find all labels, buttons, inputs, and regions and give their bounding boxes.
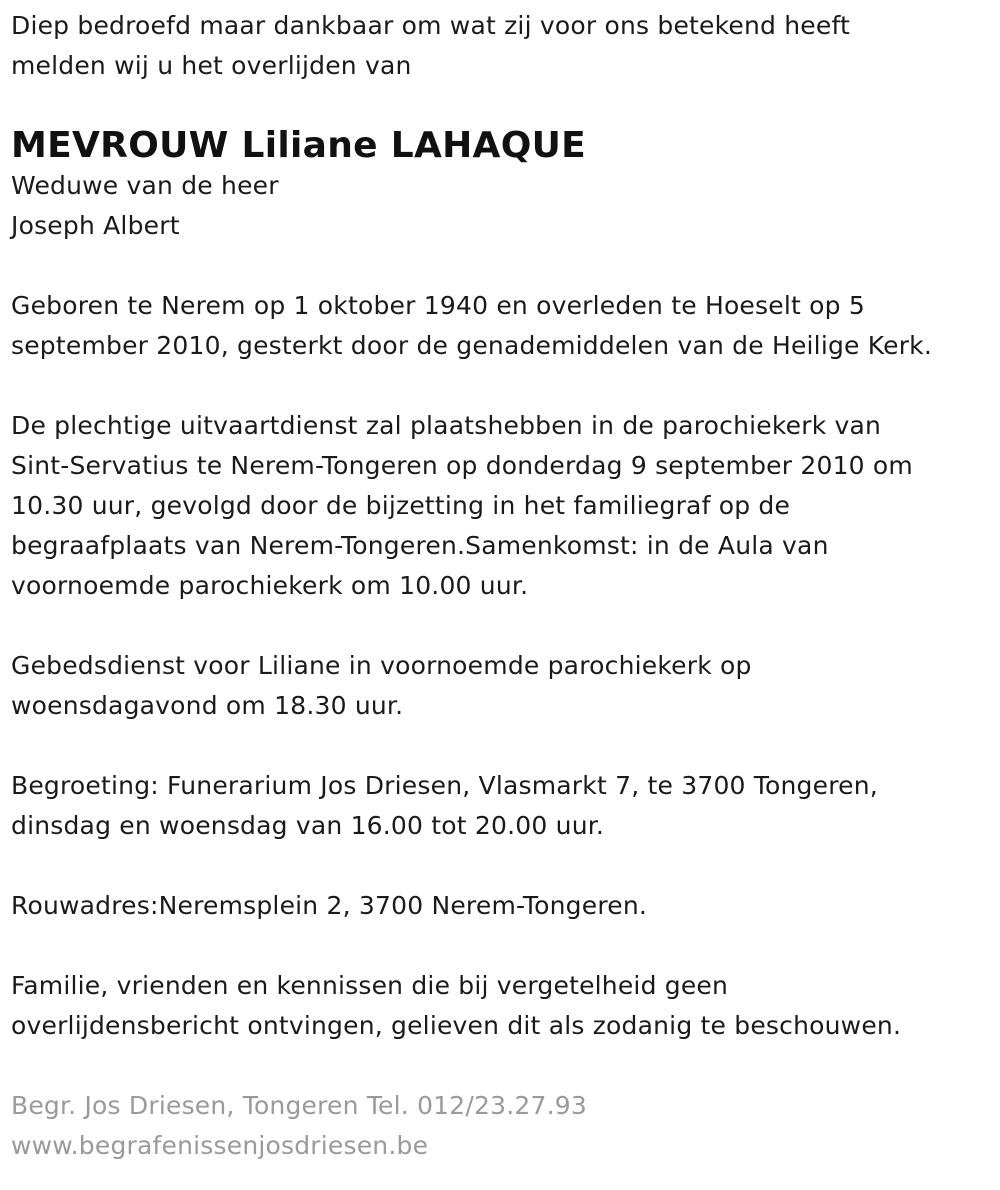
mourning-address-line: Rouwadres:Neremsplein 2, 3700 Nerem-Tongeren.	[11, 891, 648, 920]
birth-death-line: september 2010, gesterkt door de genademiddelen van de Heilige Kerk.	[11, 331, 932, 360]
visitation-line: dinsdag en woensdag van 16.00 tot 20.00 uur.	[11, 811, 605, 840]
intro-line: melden wij u het overlijden van	[11, 51, 412, 80]
funeral-home-website[interactable]: www.begrafenissenjosdriesen.be	[11, 1131, 429, 1160]
birth-death-paragraph	[11, 286, 991, 366]
relation-line: Weduwe van de heer	[11, 171, 279, 200]
deceased-name: MEVROUW Liliane LAHAQUE	[11, 125, 587, 166]
prayer-service-paragraph	[11, 646, 991, 726]
funeral-paragraph	[11, 406, 991, 606]
intro-paragraph	[11, 6, 991, 86]
spacer	[11, 846, 991, 886]
mourning-address-paragraph	[11, 886, 991, 926]
visitation-paragraph	[11, 766, 991, 846]
funeral-line: 10.30 uur, gevolgd door de bijzetting in het familiegraf op de	[11, 491, 791, 520]
funeral-line: begraafplaats van Nerem-Tongeren.Samenkomst: in de Aula van	[11, 531, 829, 560]
spacer	[11, 246, 991, 286]
prayer-service-line: Gebedsdienst voor Liliane in voornoemde parochiekerk op	[11, 651, 752, 680]
visitation-line: Begroeting: Funerarium Jos Driesen, Vlasmarkt 7, te 3700 Tongeren,	[11, 771, 878, 800]
closing-line: Familie, vrienden en kennissen die bij vergetelheid geen	[11, 971, 729, 1000]
spacer	[11, 726, 991, 766]
funeral-line: Sint-Servatius te Nerem-Tongeren op donderdag 9 september 2010 om	[11, 451, 913, 480]
prayer-service-line: woensdagavond om 18.30 uur.	[11, 691, 404, 720]
intro-line: Diep bedroefd maar dankbaar om wat zij voor ons betekend heeft	[11, 11, 851, 40]
funeral-home-footer	[11, 1086, 991, 1166]
relation-paragraph	[11, 166, 991, 246]
spacer	[11, 926, 991, 966]
funeral-home-contact: Begr. Jos Driesen, Tongeren Tel. 012/23.27.93	[11, 1091, 587, 1120]
spacer	[11, 1046, 991, 1086]
funeral-line: De plechtige uitvaartdienst zal plaatshebben in de parochiekerk van	[11, 411, 882, 440]
closing-paragraph	[11, 966, 991, 1046]
birth-death-line: Geboren te Nerem op 1 oktober 1940 en overleden te Hoeselt op 5	[11, 291, 865, 320]
funeral-line: voornoemde parochiekerk om 10.00 uur.	[11, 571, 529, 600]
spacer	[11, 606, 991, 646]
spacer	[11, 366, 991, 406]
relation-line: Joseph Albert	[11, 211, 180, 240]
closing-line: overlijdensbericht ontvingen, gelieven dit als zodanig te beschouwen.	[11, 1011, 902, 1040]
obituary-notice	[11, 6, 991, 1166]
